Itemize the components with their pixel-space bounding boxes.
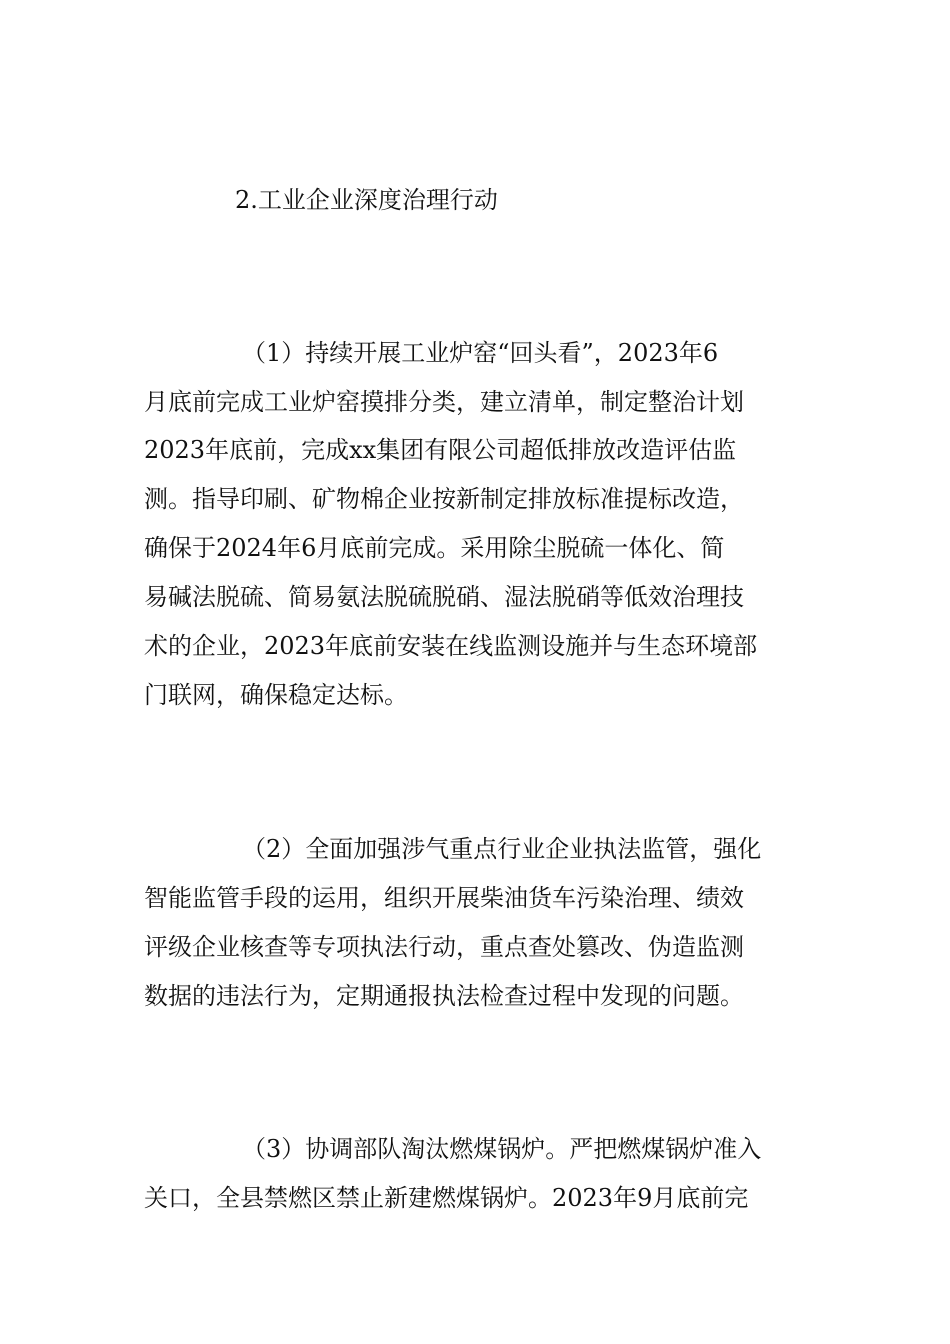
paragraph-1-line-4: 测。指导印刷、矿物棉企业按新制定排放标准提标改造， — [144, 485, 744, 513]
paragraph-2-line-1: （2）全面加强涉气重点行业企业执法监管，强化 — [242, 835, 762, 863]
paragraph-1-line-5: 确保于2024年6月底前完成。采用除尘脱硫一体化、简 — [144, 534, 725, 562]
paragraph-1-line-3: 2023年底前，完成xx集团有限公司超低排放改造评估监 — [144, 436, 737, 464]
paragraph-1-line-1: （1）持续开展工业炉窑“回头看”，2023年6 — [242, 339, 719, 367]
paragraph-3-line-2: 关口，全县禁燃区禁止新建燃煤锅炉。2023年9月底前完 — [144, 1184, 749, 1212]
paragraph-1-line-6: 易碱法脱硫、简易氨法脱硫脱硝、湿法脱硝等低效治理技 — [144, 583, 744, 611]
paragraph-2-line-4: 数据的违法行为，定期通报执法检查过程中发现的问题。 — [144, 982, 744, 1010]
paragraph-1-line-7: 术的企业，2023年底前安装在线监测设施并与生态环境部 — [144, 632, 758, 660]
paragraph-1-line-8: 门联网，确保稳定达标。 — [144, 681, 408, 709]
paragraph-1-line-2: 月底前完成工业炉窑摸排分类，建立清单，制定整治计划 — [144, 388, 744, 416]
section-heading: 2.工业企业深度治理行动 — [235, 186, 498, 214]
paragraph-2-line-2: 智能监管手段的运用，组织开展柴油货车污染治理、绩效 — [144, 884, 744, 912]
paragraph-3-line-1: （3）协调部队淘汰燃煤锅炉。严把燃煤锅炉准入 — [242, 1135, 762, 1163]
paragraph-2-line-3: 评级企业核查等专项执法行动，重点查处篡改、伪造监测 — [144, 933, 744, 961]
